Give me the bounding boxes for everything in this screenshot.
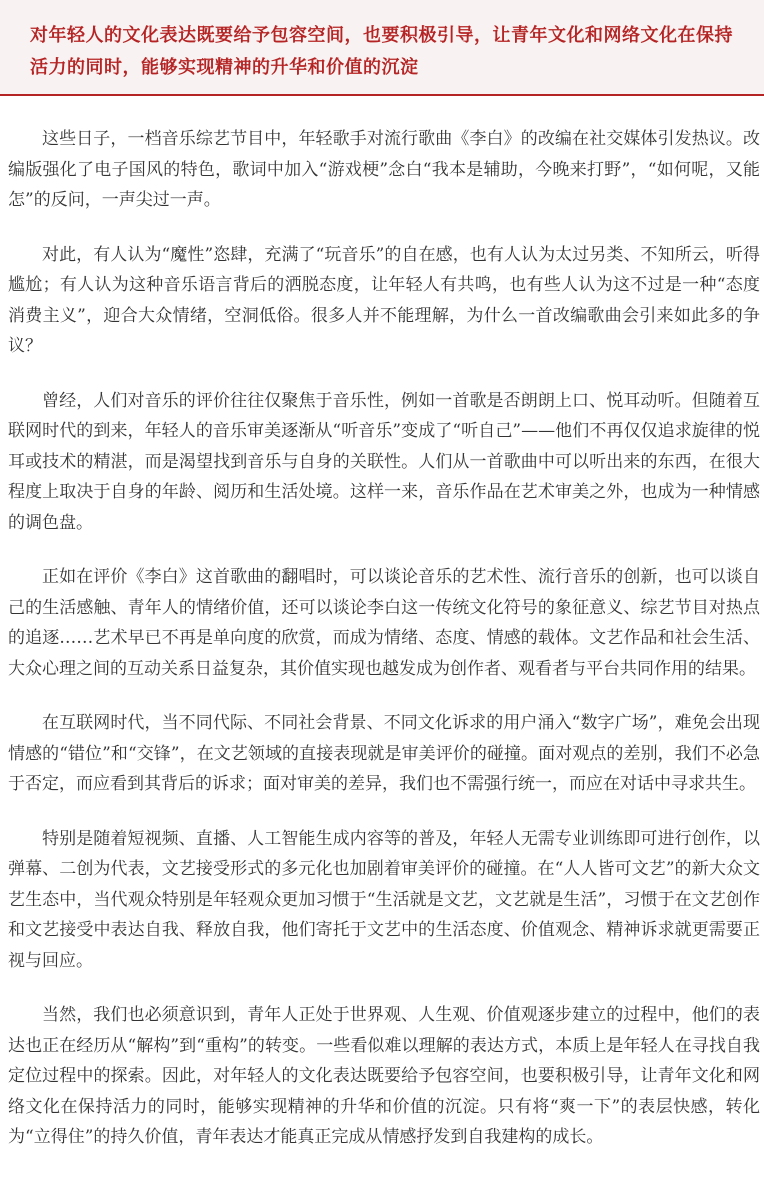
article-paragraph-6: 特别是随着短视频、直播、人工智能生成内容等的普及，年轻人无需专业训练即可进行创作，以弹幕、二创为代表，文艺接受形式的多元化也加剧着审美评价的碰撞。在“人人皆可文艺”的新大众文艺生态中，当代观众特别是年轻观众更加习惯于“生活就是文艺，文艺就是生活”，习惯于在文艺创作和文艺接受中表达自我、释放自我，他们寄托于文艺中的生活态度、价值观念、精神诉求就更需要正视与回应。 [8, 828, 760, 971]
article-paragraph-4: 正如在评价《李白》这首歌曲的翻唱时，可以谈论音乐的艺术性、流行音乐的创新，也可以谈自己的生活感触、青年人的情绪价值，还可以谈论李白这一传统文化符号的象征意义、综艺节目对热点的追逐……艺术早已不再是单向度的欣赏，而成为情绪、态度、情感的载体。文艺作品和社会生活、大众心理之间的互动关系日益复杂，其价值实现也越发成为创作者、观看者与平台共同作用的结果。 [8, 567, 760, 679]
article-body [8, 124, 760, 1177]
article-paragraph-3: 曾经，人们对音乐的评价往往仅聚焦于音乐性，例如一首歌是否朗朗上口、悦耳动听。但随着互联网时代的到来，年轻人的音乐审美逐渐从“听音乐”变成了“听自己”——他们不再仅仅追求旋律的悦耳或技术的精湛，而是渴望找到音乐与自身的关联性。人们从一首歌曲中可以听出来的东西，在很大程度上取决于自身的年龄、阅历和生活处境。这样一来，音乐作品在艺术审美之外，也成为一种情感的调色盘。 [8, 390, 760, 533]
article-paragraph-7: 当然，我们也必须意识到，青年人正处于世界观、人生观、价值观逐步建立的过程中，他们的表达也正在经历从“解构”到“重构”的转变。一些看似难以理解的表达方式，本质上是年轻人在寻找自我定位过程中的探索。因此，对年轻人的文化表达既要给予包容空间，也要积极引导，让青年文化和网络文化在保持活力的同时，能够实现精神的升华和价值的沉淀。只有将“爽一下”的表层快感，转化为“立得住”的持久价值，青年表达才能真正完成从情感抒发到自我建构的成长。 [8, 1005, 760, 1147]
pull-quote-box [0, 0, 764, 96]
pull-quote-text: 对年轻人的文化表达既要给予包容空间，也要积极引导，让青年文化和网络文化在保持活力的同时，能够实现精神的升华和价值的沉淀 [30, 25, 733, 78]
article-paragraph-2: 对此，有人认为“魔性”恣肆，充满了“玩音乐”的自在感，也有人认为太过另类、不知所云，听得尴尬；有人认为这种音乐语言背后的洒脱态度，让年轻人有共鸣，也有些人认为这不过是一种“态度消费主义”，迎合大众情绪，空洞低俗。很多人并不能理解，为什么一首改编歌曲会引来如此多的争议？ [8, 244, 760, 356]
article-paragraph-5: 在互联网时代，当不同代际、不同社会背景、不同文化诉求的用户涌入“数字广场”，难免会出现情感的“错位”和“交锋”，在文艺领域的直接表现就是审美评价的碰撞。面对观点的差别，我们不必急于否定，而应看到其背后的诉求；面对审美的差异，我们也不需强行统一，而应在对话中寻求共生。 [8, 713, 760, 794]
article-paragraph-1: 这些日子，一档音乐综艺节目中，年轻歌手对流行歌曲《李白》的改编在社交媒体引发热议。改编版强化了电子国风的特色，歌词中加入“游戏梗”念白“我本是辅助，今晚来打野”，“如何呢，又能怎”的反问，一声尖过一声。 [8, 129, 760, 210]
